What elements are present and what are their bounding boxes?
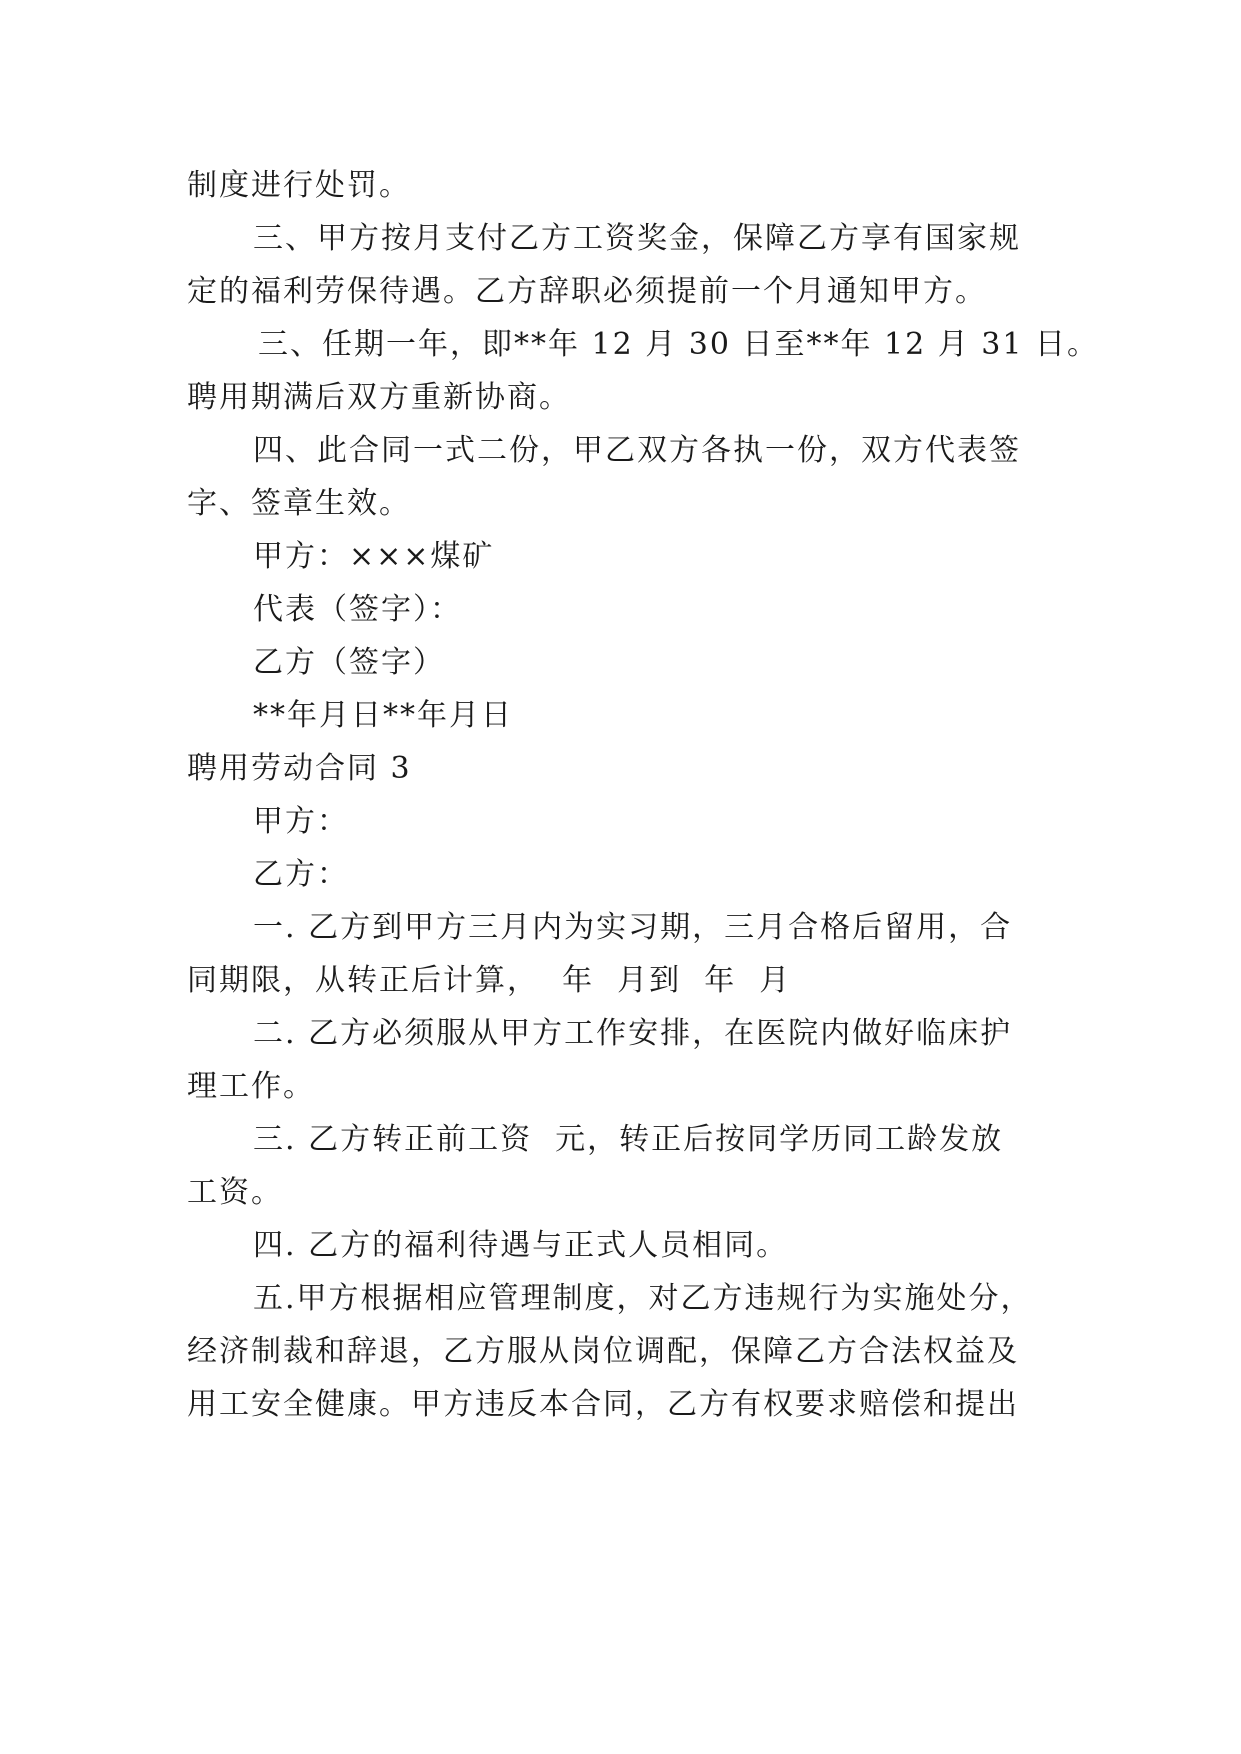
text-line: 同期限，从转正后计算， 年 月到 年 月 — [187, 963, 792, 998]
text-line: 五.甲方根据相应管理制度，对乙方违规行为实施处分， — [253, 1281, 1033, 1316]
date-line: **年月日**年月日 — [253, 698, 513, 733]
text-line: 字、签章生效。 — [187, 486, 411, 521]
text-line: 二. 乙方必须服从甲方工作安排，在医院内做好临床护 — [253, 1016, 1013, 1051]
text-line: 聘用期满后双方重新协商。 — [187, 380, 571, 415]
text-line: 四. 乙方的福利待遇与正式人员相同。 — [253, 1228, 789, 1263]
party-b-label: 乙方： — [253, 857, 349, 892]
text-line: 定的福利劳保待遇。乙方辞职必须提前一个月通知甲方。 — [187, 274, 987, 309]
party-a-label: 甲方： — [253, 804, 349, 839]
text-line: 三. 乙方转正前工资 元，转正后按同学历同工龄发放 — [253, 1122, 1004, 1157]
text-line: 一. 乙方到甲方三月内为实习期，三月合格后留用，合 — [253, 910, 1013, 945]
party-a-line: 甲方：×××煤矿 — [253, 539, 495, 574]
text-line: 理工作。 — [187, 1069, 315, 1104]
text-line: 三、任期一年，即**年 12 月 30 日至**年 12 月 31 日。 — [258, 327, 1099, 362]
text-line: 工资。 — [187, 1175, 283, 1210]
text-line: 经济制裁和辞退，乙方服从岗位调配，保障乙方合法权益及 — [187, 1334, 1019, 1369]
text-line: 四、此合同一式二份，甲乙双方各执一份，双方代表签 — [253, 433, 1021, 468]
text-line: 制度进行处罚。 — [187, 168, 411, 203]
text-line: 用工安全健康。甲方违反本合同，乙方有权要求赔偿和提出 — [187, 1387, 1019, 1422]
party-b-signature-line: 乙方（签字） — [253, 645, 445, 680]
section-title: 聘用劳动合同 3 — [187, 751, 412, 786]
representative-signature-line: 代表（签字）： — [253, 592, 462, 627]
text-line: 三、甲方按月支付乙方工资奖金，保障乙方享有国家规 — [253, 221, 1021, 256]
